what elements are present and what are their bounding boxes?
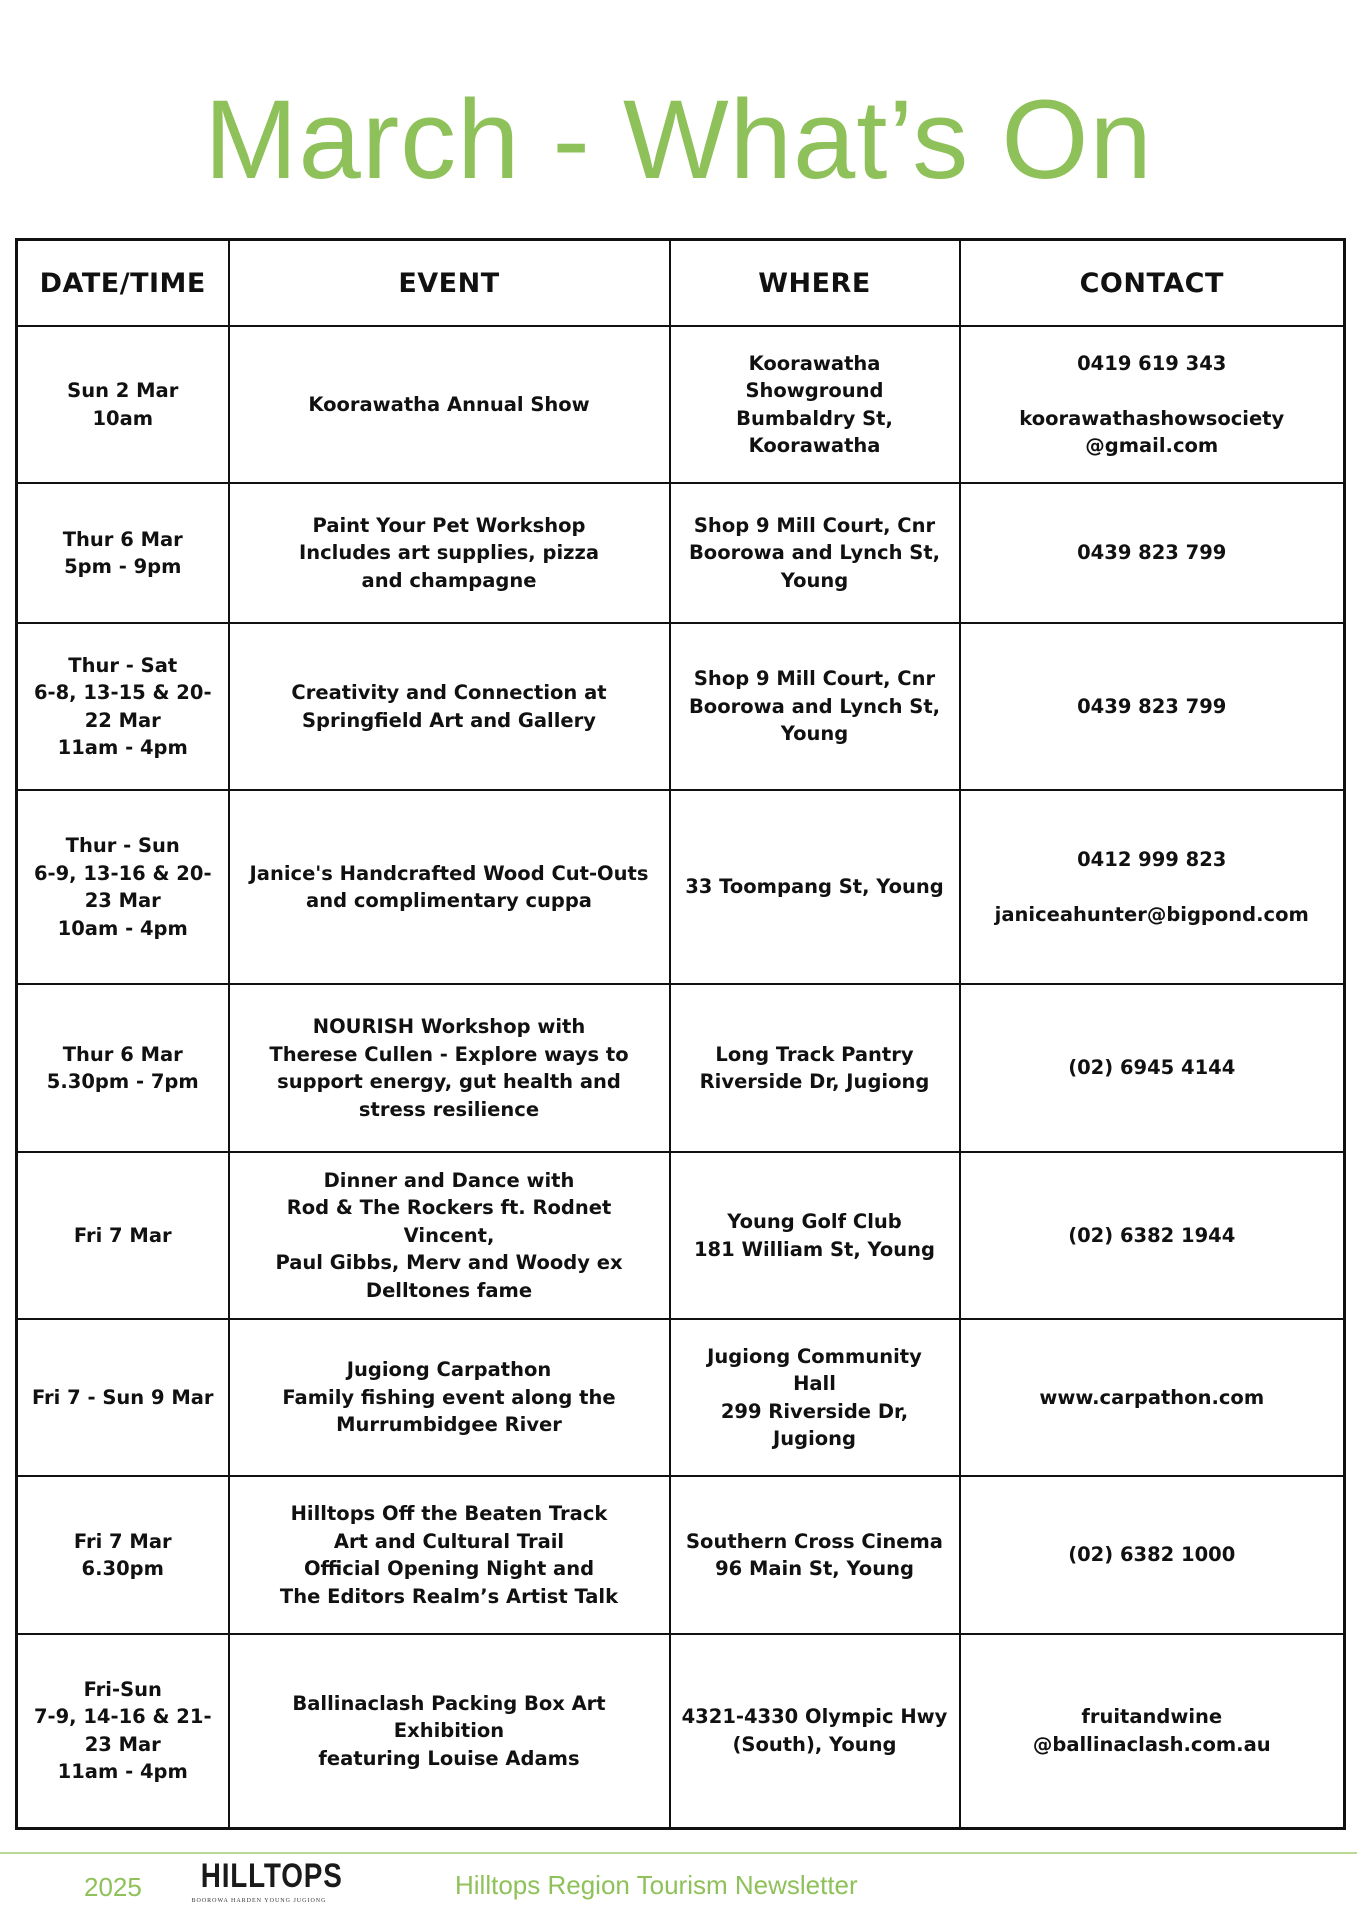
header-event: EVENT [229,240,670,327]
footer-newsletter-title: Hilltops Region Tourism Newsletter [455,1870,858,1900]
date-cell: Thur 6 Mar 5.30pm - 7pm [17,984,229,1152]
event-cell: Creativity and Connection at Springfield Art and Gallery [229,623,670,790]
contact-cell: 0439 823 799 [960,483,1345,623]
table-row [17,984,1345,1152]
where-cell: Shop 9 Mill Court, Cnr Boorowa and Lynch St, Young [670,623,960,790]
where-cell: Young Golf Club 181 William St, Young [670,1152,960,1319]
where-cell: Long Track Pantry Riverside Dr, Jugiong [670,984,960,1152]
table-row [17,1319,1345,1476]
contact-cell: www.carpathon.com [960,1319,1345,1476]
contact-cell: (02) 6945 4144 [960,984,1345,1152]
contact-cell: (02) 6382 1944 [960,1152,1345,1319]
where-cell: 4321-4330 Olympic Hwy (South), Young [670,1634,960,1828]
events-table [15,238,1346,1830]
table-row [17,1152,1345,1319]
contact-cell: 0419 619 343 koorawathashowsociety @gmail.com [960,326,1345,483]
contact-cell: 0412 999 823 janiceahunter@bigpond.com [960,790,1345,984]
footer-year: 2025 [84,1872,142,1902]
logo-towns: BOOROWA HARDEN YOUNG JUGIONG [191,1898,327,1904]
event-cell: Hilltops Off the Beaten Track Art and Cultural Trail Official Opening Night and The Editors Realm’s Artist Talk [229,1476,670,1634]
event-cell: Jugiong Carpathon Family fishing event along the Murrumbidgee River [229,1319,670,1476]
date-cell: Fri 7 Mar 6.30pm [17,1476,229,1634]
date-cell: Sun 2 Mar 10am [17,326,229,483]
contact-cell: 0439 823 799 [960,623,1345,790]
where-cell: Koorawatha Showground Bumbaldry St, Koorawatha [670,326,960,483]
contact-cell: (02) 6382 1000 [960,1476,1345,1634]
where-cell: Southern Cross Cinema 96 Main St, Young [670,1476,960,1634]
date-cell: Fri 7 Mar [17,1152,229,1319]
table-row [17,790,1345,984]
date-cell: Fri 7 - Sun 9 Mar [17,1319,229,1476]
table-row [17,1634,1345,1828]
table-row [17,1476,1345,1634]
logo-wordmark: HILLTOPS [200,1857,343,1895]
event-cell: Paint Your Pet Workshop Includes art supplies, pizza and champagne [229,483,670,623]
hilltops-logo [188,1856,343,1912]
date-cell: Thur - Sat 6-8, 13-15 & 20- 22 Mar 11am - 4pm [17,623,229,790]
date-cell: Thur - Sun 6-9, 13-16 & 20- 23 Mar 10am - 4pm [17,790,229,984]
contact-cell: fruitandwine @ballinaclash.com.au [960,1634,1345,1828]
table-row [17,326,1345,483]
header-contact: CONTACT [960,240,1345,327]
where-cell: 33 Toompang St, Young [670,790,960,984]
header-where: WHERE [670,240,960,327]
where-cell: Shop 9 Mill Court, Cnr Boorowa and Lynch St, Young [670,483,960,623]
header-date-time: DATE/TIME [17,240,229,327]
table-row [17,483,1345,623]
footer-divider [0,1852,1357,1854]
event-cell: Ballinaclash Packing Box Art Exhibition featuring Louise Adams [229,1634,670,1828]
event-cell: NOURISH Workshop with Therese Cullen - Explore ways to support energy, gut health and stress resilience [229,984,670,1152]
page-title: March - What’s On [204,77,1153,202]
date-cell: Fri-Sun 7-9, 14-16 & 21- 23 Mar 11am - 4pm [17,1634,229,1828]
date-cell: Thur 6 Mar 5pm - 9pm [17,483,229,623]
table-row [17,623,1345,790]
where-cell: Jugiong Community Hall 299 Riverside Dr, Jugiong [670,1319,960,1476]
event-cell: Janice's Handcrafted Wood Cut-Outs and complimentary cuppa [229,790,670,984]
event-cell: Koorawatha Annual Show [229,326,670,483]
event-cell: Dinner and Dance with Rod & The Rockers ft. Rodnet Vincent, Paul Gibbs, Merv and Woody ex Delltones fame [229,1152,670,1319]
table-header-row [17,240,1345,327]
